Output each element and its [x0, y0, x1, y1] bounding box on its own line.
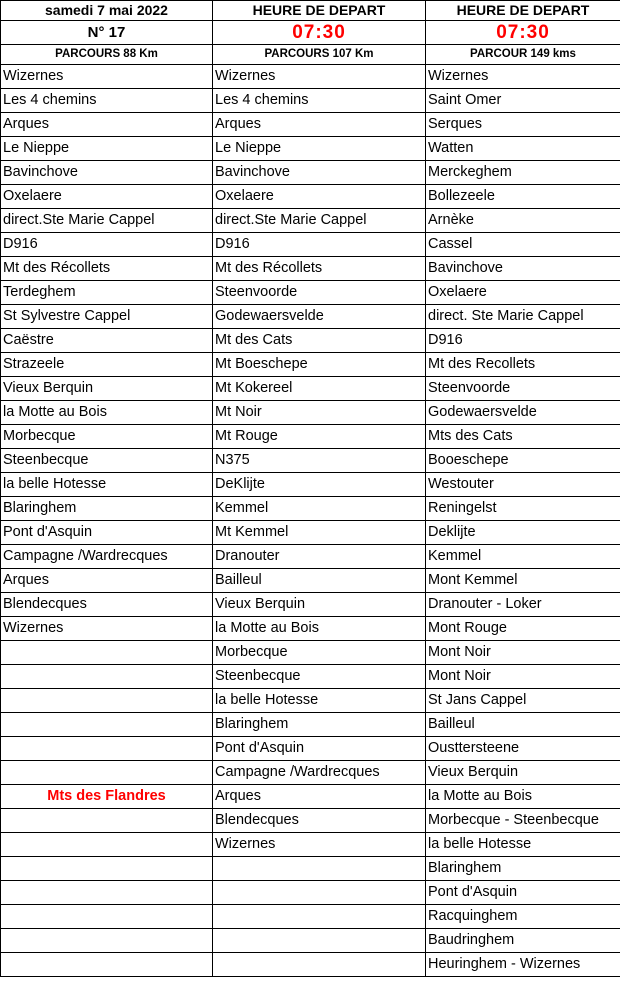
route-3-stop: Booeschepe — [426, 449, 620, 473]
route-3-stop: Racquinghem — [426, 905, 620, 929]
route-2-stop: D916 — [213, 233, 426, 257]
route-row — [1, 593, 620, 617]
empty-cell — [1, 737, 213, 761]
route-3-stop: Cassel — [426, 233, 620, 257]
route-3-stop: Bailleul — [426, 713, 620, 737]
route-row — [1, 377, 620, 401]
route-row — [1, 401, 620, 425]
route-row — [1, 689, 620, 713]
route-row — [1, 641, 620, 665]
route-1-stop: la Motte au Bois — [1, 401, 213, 425]
route-2-stop: Dranouter — [213, 545, 426, 569]
empty-cell — [1, 689, 213, 713]
route-row — [1, 809, 620, 833]
route-row — [1, 905, 620, 929]
route-1-stop: Blaringhem — [1, 497, 213, 521]
route-1-stop: direct.Ste Marie Cappel — [1, 209, 213, 233]
route-3-stop: D916 — [426, 329, 620, 353]
empty-cell — [1, 905, 213, 929]
route-row — [1, 209, 620, 233]
route-1-stop: Mt des Récollets — [1, 257, 213, 281]
route-1-stop: Bavinchove — [1, 161, 213, 185]
route-3-stop: Vieux Berquin — [426, 761, 620, 785]
route-2-stop: Arques — [213, 113, 426, 137]
route-3-stop: la belle Hotesse — [426, 833, 620, 857]
route-1-stop: Campagne /Wardrecques — [1, 545, 213, 569]
route-row — [1, 545, 620, 569]
route-2-stop: Wizernes — [213, 833, 426, 857]
route-3-stop: Arnèke — [426, 209, 620, 233]
route-2-stop: Blaringhem — [213, 713, 426, 737]
header-row-2 — [1, 21, 620, 45]
route-row — [1, 185, 620, 209]
route-1-stop: Steenbecque — [1, 449, 213, 473]
route-3-stop: Mont Rouge — [426, 617, 620, 641]
depart-time-2: 07:30 — [213, 21, 426, 45]
route-3-stop: Saint Omer — [426, 89, 620, 113]
route-row — [1, 137, 620, 161]
route-3-stop: Kemmel — [426, 545, 620, 569]
route-2-stop: DeKlijte — [213, 473, 426, 497]
route-3-stop: Heuringhem - Wizernes — [426, 953, 620, 977]
empty-cell — [213, 929, 426, 953]
route-row — [1, 449, 620, 473]
route-3-stop: Merckeghem — [426, 161, 620, 185]
route-row — [1, 833, 620, 857]
route-row — [1, 113, 620, 137]
parcours-1-label: PARCOURS 88 Km — [1, 45, 213, 65]
empty-cell — [1, 881, 213, 905]
route-2-stop: Mt des Cats — [213, 329, 426, 353]
route-1-stop: Strazeele — [1, 353, 213, 377]
route-3-stop: Wizernes — [426, 65, 620, 89]
empty-cell — [1, 953, 213, 977]
route-1-stop: St Sylvestre Cappel — [1, 305, 213, 329]
route-2-stop: Wizernes — [213, 65, 426, 89]
route-3-stop: Ousttersteene — [426, 737, 620, 761]
empty-cell — [1, 665, 213, 689]
route-3-stop: Mt des Recollets — [426, 353, 620, 377]
route-1-stop: Wizernes — [1, 617, 213, 641]
header-row-1 — [1, 1, 620, 21]
route-1-stop: Les 4 chemins — [1, 89, 213, 113]
route-3-stop: Bollezeele — [426, 185, 620, 209]
header-row-3 — [1, 45, 620, 65]
route-3-stop: la Motte au Bois — [426, 785, 620, 809]
route-row — [1, 281, 620, 305]
empty-cell — [213, 881, 426, 905]
route-row — [1, 65, 620, 89]
empty-cell — [213, 905, 426, 929]
route-3-stop: Morbecque - Steenbecque — [426, 809, 620, 833]
route-2-stop: Mt Kemmel — [213, 521, 426, 545]
route-2-stop: Les 4 chemins — [213, 89, 426, 113]
route-row — [1, 953, 620, 977]
route-1-stop: la belle Hotesse — [1, 473, 213, 497]
route-3-stop: direct. Ste Marie Cappel — [426, 305, 620, 329]
route-3-stop: Mont Noir — [426, 665, 620, 689]
route-3-stop: Oxelaere — [426, 281, 620, 305]
route-2-stop: Mt des Récollets — [213, 257, 426, 281]
route-1-stop: Wizernes — [1, 65, 213, 89]
empty-cell — [1, 761, 213, 785]
route-3-stop: Mts des Cats — [426, 425, 620, 449]
route-row — [1, 89, 620, 113]
route-row — [1, 305, 620, 329]
route-row — [1, 785, 620, 809]
empty-cell — [1, 713, 213, 737]
route-1-stop: Caëstre — [1, 329, 213, 353]
route-row — [1, 497, 620, 521]
route-2-stop: direct.Ste Marie Cappel — [213, 209, 426, 233]
route-2-stop: Godewaersvelde — [213, 305, 426, 329]
route-note: Mts des Flandres — [1, 785, 213, 809]
depart-label-2: HEURE DE DEPART — [213, 1, 426, 21]
route-2-stop: Mt Noir — [213, 401, 426, 425]
route-1-stop: Arques — [1, 113, 213, 137]
route-row — [1, 233, 620, 257]
route-3-stop: Mont Kemmel — [426, 569, 620, 593]
route-2-stop: Oxelaere — [213, 185, 426, 209]
route-row — [1, 257, 620, 281]
route-2-stop: Bailleul — [213, 569, 426, 593]
route-row — [1, 857, 620, 881]
route-1-stop: D916 — [1, 233, 213, 257]
route-2-stop: Vieux Berquin — [213, 593, 426, 617]
route-3-stop: Pont d'Asquin — [426, 881, 620, 905]
route-3-stop: Serques — [426, 113, 620, 137]
route-2-stop: Steenvoorde — [213, 281, 426, 305]
route-3-stop: Westouter — [426, 473, 620, 497]
route-row — [1, 665, 620, 689]
route-2-stop: N375 — [213, 449, 426, 473]
empty-cell — [1, 641, 213, 665]
route-3-stop: Steenvoorde — [426, 377, 620, 401]
route-2-stop: Le Nieppe — [213, 137, 426, 161]
route-row — [1, 473, 620, 497]
date-cell: samedi 7 mai 2022 — [1, 1, 213, 21]
route-row — [1, 617, 620, 641]
route-2-stop: Kemmel — [213, 497, 426, 521]
route-3-stop: Mont Noir — [426, 641, 620, 665]
route-2-stop: Blendecques — [213, 809, 426, 833]
route-3-stop: Godewaersvelde — [426, 401, 620, 425]
route-2-stop: la belle Hotesse — [213, 689, 426, 713]
route-2-stop: Morbecque — [213, 641, 426, 665]
route-1-stop: Blendecques — [1, 593, 213, 617]
route-3-stop: St Jans Cappel — [426, 689, 620, 713]
route-3-stop: Reningelst — [426, 497, 620, 521]
parcours-3-label: PARCOUR 149 kms — [426, 45, 620, 65]
empty-cell — [213, 953, 426, 977]
route-3-stop: Baudringhem — [426, 929, 620, 953]
empty-cell — [1, 929, 213, 953]
route-row — [1, 713, 620, 737]
route-row — [1, 881, 620, 905]
route-3-stop: Watten — [426, 137, 620, 161]
route-row — [1, 425, 620, 449]
depart-label-3: HEURE DE DEPART — [426, 1, 620, 21]
route-row — [1, 521, 620, 545]
route-2-stop: Mt Kokereel — [213, 377, 426, 401]
route-2-stop: Mt Rouge — [213, 425, 426, 449]
route-2-stop: la Motte au Bois — [213, 617, 426, 641]
depart-time-3: 07:30 — [426, 21, 620, 45]
route-3-stop: Bavinchove — [426, 257, 620, 281]
empty-cell — [1, 833, 213, 857]
route-2-stop: Bavinchove — [213, 161, 426, 185]
route-row — [1, 761, 620, 785]
route-1-stop: Pont d'Asquin — [1, 521, 213, 545]
route-row — [1, 353, 620, 377]
route-2-stop: Campagne /Wardrecques — [213, 761, 426, 785]
route-3-stop: Deklijte — [426, 521, 620, 545]
route-1-stop: Vieux Berquin — [1, 377, 213, 401]
route-row — [1, 929, 620, 953]
route-row — [1, 737, 620, 761]
event-number: N° 17 — [1, 21, 213, 45]
route-1-stop: Oxelaere — [1, 185, 213, 209]
route-2-stop: Mt Boeschepe — [213, 353, 426, 377]
route-2-stop: Arques — [213, 785, 426, 809]
route-1-stop: Le Nieppe — [1, 137, 213, 161]
route-1-stop: Terdeghem — [1, 281, 213, 305]
route-3-stop: Dranouter - Loker — [426, 593, 620, 617]
empty-cell — [1, 809, 213, 833]
route-2-stop: Steenbecque — [213, 665, 426, 689]
route-2-stop: Pont d'Asquin — [213, 737, 426, 761]
route-row — [1, 329, 620, 353]
parcours-2-label: PARCOURS 107 Km — [213, 45, 426, 65]
route-1-stop: Morbecque — [1, 425, 213, 449]
route-1-stop: Arques — [1, 569, 213, 593]
route-row — [1, 161, 620, 185]
empty-cell — [213, 857, 426, 881]
route-3-stop: Blaringhem — [426, 857, 620, 881]
empty-cell — [1, 857, 213, 881]
route-row — [1, 569, 620, 593]
